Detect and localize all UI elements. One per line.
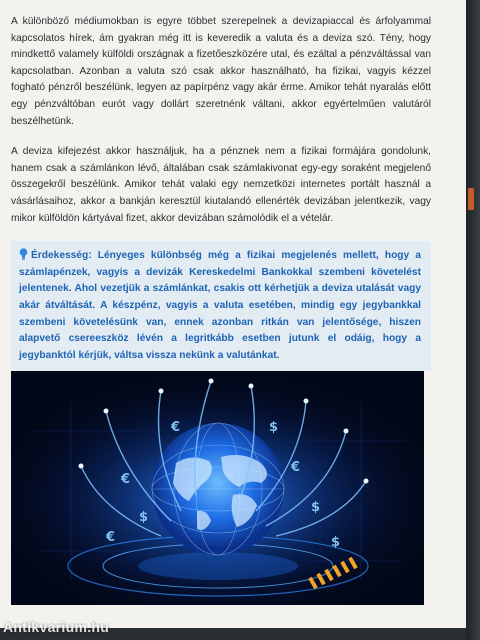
svg-text:€: € [106, 530, 116, 545]
lightbulb-icon [19, 248, 28, 260]
svg-text:$: $ [331, 535, 341, 550]
watermark-text: Antikvarium.hu [3, 619, 110, 635]
page-content [11, 14, 431, 371]
svg-text:$: $ [139, 510, 149, 525]
paragraph-valuta: A különböző médiumokban is egyre többet szerepelnek a devizapiaccal és árfolyammal kapcsolatos hírek, ám gyakran még itt is keveredik a valuta és a deviza szó. Tény, hogy mindkettő valamely külföldi országnak a fizetőeszközére utal, és ezáltal a pénzváltással van kapcsolatban. Azonban a valuta szó csak akkor használható, ha fizikai, vagyis kézzel fogható pénzről beszélünk, legyen az papírpénz vagy akár érme. Amikor tehát nyaralás előtt egy pénzváltóban eurót vagy dollárt szeretnénk váltani, akkor egyértelműen valutáról beszélhetünk. [11, 16, 431, 127]
callout-text: Érdekesség: Lényeges különbség még a fizikai megjelenés mellett, hogy a számlapénzek, vagyis a devizák Kereskedelmi Bankokkal szembeni követelést jelentenek. Ahol vezetjük a számlánkat, csakis ott kérhetjük a deviza utalását vagy akár átváltását. A készpénz, vagyis a valuta esetében, mindig egy jegybankkal szembeni követelésünk van, ennek azonban ritkán van jelentősége, hiszen alapvető csereeszköz lévén a legritkább esetben jutunk el odáig, hogy a jegybanktól kérjük, váltsa vissza nekünk a valutánkat. [19, 250, 421, 361]
svg-text:€: € [121, 472, 131, 487]
svg-text:$: $ [311, 500, 321, 515]
book-edge [466, 0, 480, 640]
bookmark-tab [468, 188, 474, 210]
svg-text:$: $ [269, 420, 279, 435]
callout-box [11, 241, 431, 371]
paragraph-deviza: A deviza kifejezést akkor használjuk, ha a pénznek nem a fizikai formájára gondolunk, hanem csak a számlánkon lévő, általában csak számlakivonat egy-egy soraként megjelenő összegekről beszélünk. Amikor tehát valaki egy nemzetközi internetes portált használ a vásárlásaihoz, akkor a bankján keresztül kiutalandó ellenérték devizában jelentkezik, vagy mikor külföldön kártyával fizet, akkor devizában számolódik el a vételár. [11, 146, 431, 224]
currency-globe-illustration [11, 371, 424, 605]
svg-text:€: € [171, 420, 181, 435]
svg-text:€: € [291, 460, 301, 475]
